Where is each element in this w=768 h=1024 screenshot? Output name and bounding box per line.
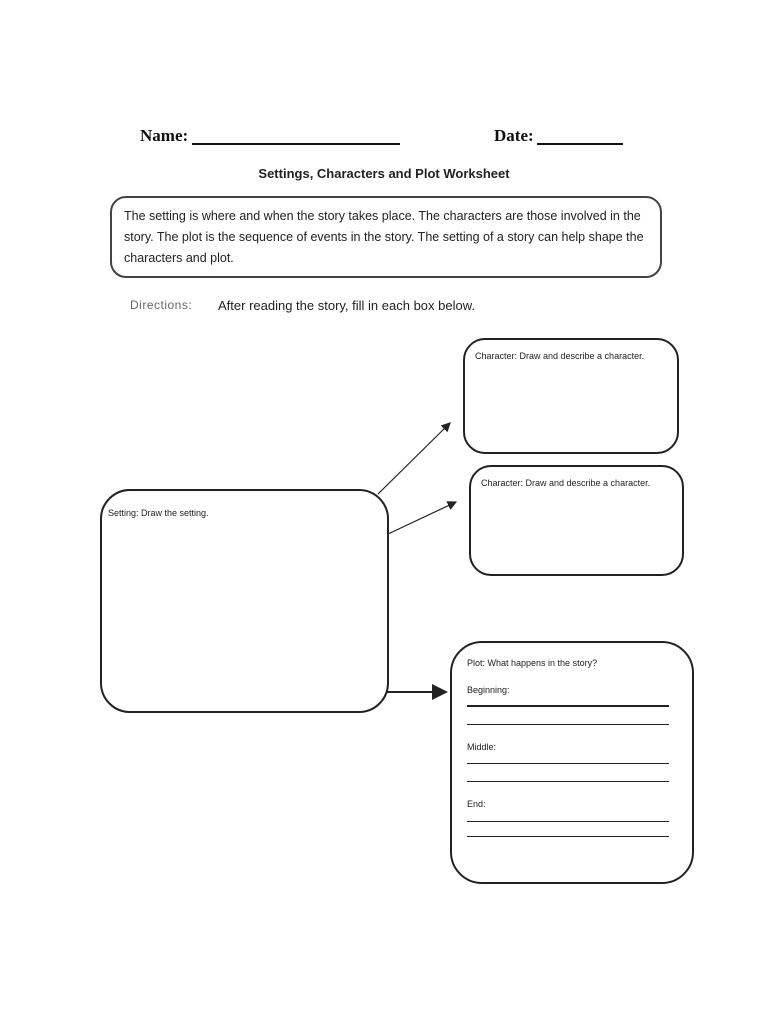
arrow-to-character-1 <box>378 423 450 494</box>
character-box-2[interactable] <box>469 465 684 576</box>
end-write-line-2[interactable] <box>467 836 669 837</box>
plot-middle-label: Middle: <box>467 742 497 752</box>
date-field[interactable] <box>537 143 623 145</box>
intro-text-box <box>110 196 662 278</box>
plot-end-label: End: <box>467 799 486 809</box>
intro-text: The setting is where and when the story takes place. The characters are those involved in the story. The plot is the sequence of events in the story. The setting of a story can help shape the characters and plot. <box>124 209 644 265</box>
directions-text: After reading the story, fill in each box below. <box>218 298 476 313</box>
character-box-2-label: Character: Draw and describe a character. <box>481 478 651 488</box>
date-label: Date: <box>494 126 534 145</box>
plot-box-heading: Plot: What happens in the story? <box>467 658 598 668</box>
character-box-1-label: Character: Draw and describe a character. <box>475 351 645 361</box>
end-write-line-1[interactable] <box>467 821 669 822</box>
middle-write-line-2[interactable] <box>467 781 669 782</box>
name-label: Name: <box>140 126 189 145</box>
plot-box[interactable] <box>450 641 694 884</box>
worksheet-title: Settings, Characters and Plot Worksheet <box>258 166 510 181</box>
middle-write-line-1[interactable] <box>467 763 669 764</box>
character-box-1[interactable] <box>463 338 679 454</box>
directions-label: Directions: <box>130 298 193 312</box>
setting-box[interactable] <box>100 489 389 713</box>
plot-beginning-label: Beginning: <box>467 685 510 695</box>
name-field[interactable] <box>192 143 400 145</box>
arrow-to-character-2 <box>388 502 456 534</box>
beginning-write-line-1[interactable] <box>467 705 669 707</box>
beginning-write-line-2[interactable] <box>467 724 669 725</box>
setting-box-label: Setting: Draw the setting. <box>108 508 209 518</box>
